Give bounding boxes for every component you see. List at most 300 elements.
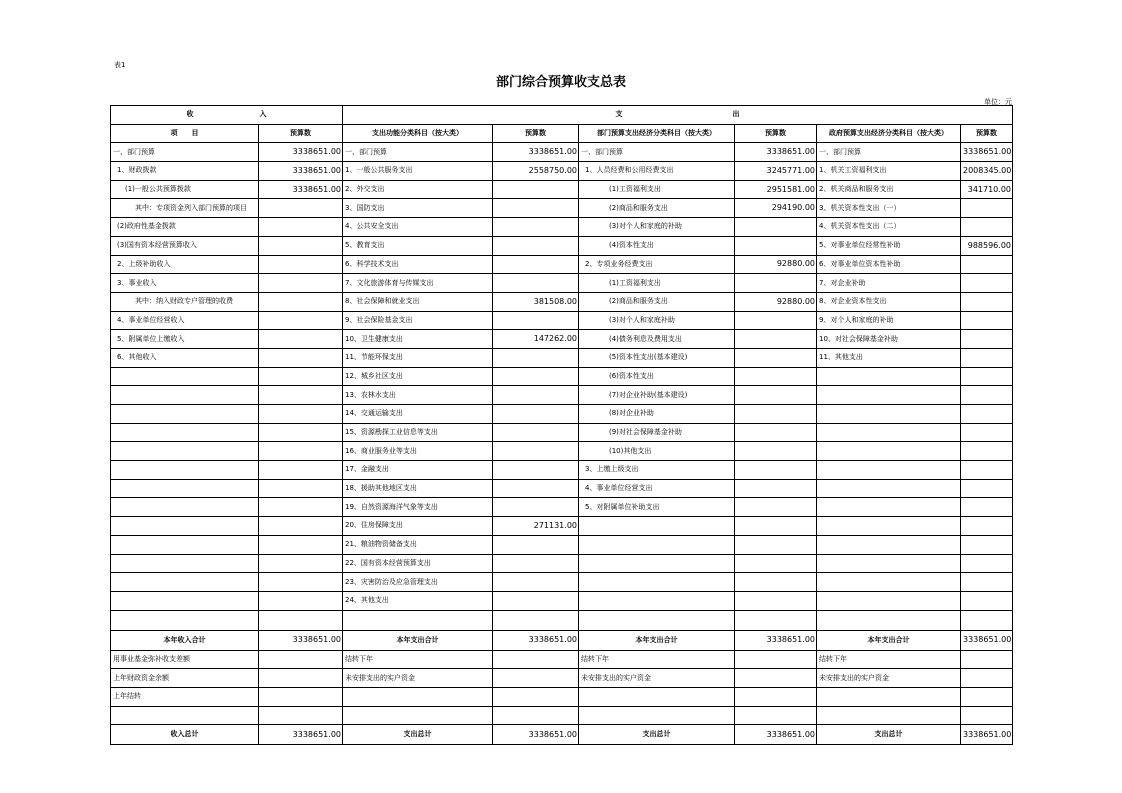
- gov-value-cell: 2008345.00: [961, 162, 1013, 181]
- func-item-cell: 18、援助其他地区支出: [343, 479, 493, 498]
- income-item-cell: (1)一般公共预算拨款: [111, 180, 259, 199]
- func-item-cell: 20、住房保障支出: [343, 517, 493, 536]
- table-row: [111, 199, 1013, 218]
- dept-value-cell: [735, 669, 817, 688]
- func-item-cell: 结转下年: [343, 650, 493, 669]
- income-item-cell: 上年财政资金余额: [111, 669, 259, 688]
- empty-cell: [817, 706, 961, 725]
- gov-value-cell: [961, 423, 1013, 442]
- dept-value-cell: [735, 479, 817, 498]
- func-value-cell: 147262.00: [493, 330, 579, 349]
- gov-item-cell: [817, 591, 961, 610]
- empty-cell: [343, 706, 493, 725]
- dept-item-cell: [579, 554, 735, 573]
- table-row: [111, 535, 1013, 554]
- table-row: [111, 498, 1013, 517]
- func-item-cell: 13、农林水支出: [343, 386, 493, 405]
- dept-item-cell: [579, 591, 735, 610]
- income-item-cell: 4、事业单位经营收入: [111, 311, 259, 330]
- func-item-cell: 一、部门预算: [343, 143, 493, 162]
- gov-value-cell: [961, 292, 1013, 311]
- gov-value-cell: [961, 687, 1013, 706]
- income-item-cell: [111, 386, 259, 405]
- total-value-cell: 3338651.00: [259, 725, 343, 745]
- income-value-cell: 3338651.00: [259, 143, 343, 162]
- dept-item-cell: 未安排支出的实户资金: [579, 669, 735, 688]
- income-item-cell: [111, 461, 259, 480]
- income-item-cell: (3)国有资本经营预算收入: [111, 236, 259, 255]
- dept-item-cell: 1、人员经费和公用经费支出: [579, 162, 735, 181]
- section-header-row: [111, 106, 1013, 125]
- gov-item-cell: 9、对个人和家庭的补助: [817, 311, 961, 330]
- dept-item-cell: (3)对个人和家庭补助: [579, 311, 735, 330]
- table-row: [111, 143, 1013, 162]
- func-item-cell: 3、国防支出: [343, 199, 493, 218]
- empty-cell: [579, 706, 735, 725]
- gov-value-cell: [961, 367, 1013, 386]
- dept-value-cell: [735, 687, 817, 706]
- total-value-cell: 3338651.00: [259, 630, 343, 650]
- dept-item-cell: (1)工资福利支出: [579, 180, 735, 199]
- empty-cell: [579, 610, 735, 630]
- func-value-cell: [493, 405, 579, 424]
- dept-item-cell: (2)商品和服务支出: [579, 199, 735, 218]
- dept-item-cell: (2)商品和服务支出: [579, 292, 735, 311]
- table-row: [111, 442, 1013, 461]
- dept-value-cell: [735, 423, 817, 442]
- income-value-cell: [259, 498, 343, 517]
- gov-item-cell: [817, 479, 961, 498]
- gov-item-cell: 6、对事业单位资本性补助: [817, 255, 961, 274]
- func-value-cell: 271131.00: [493, 517, 579, 536]
- income-value-cell: [259, 255, 343, 274]
- gov-value-cell: [961, 255, 1013, 274]
- dept-value-cell: [735, 405, 817, 424]
- income-value-cell: [259, 218, 343, 237]
- income-item-cell: (2)政府性基金拨款: [111, 218, 259, 237]
- income-value-cell: [259, 669, 343, 688]
- gov-item-cell: 8、对企业资本性支出: [817, 292, 961, 311]
- income-section-header: [111, 106, 343, 125]
- income-item-cell: [111, 479, 259, 498]
- gov-value-cell: [961, 405, 1013, 424]
- income-item-cell: 6、其他收入: [111, 348, 259, 367]
- gov-value-cell: [961, 274, 1013, 293]
- gov-item-cell: [817, 687, 961, 706]
- gov-value-cell: [961, 199, 1013, 218]
- func-value-cell: [493, 461, 579, 480]
- dept-value-cell: [735, 498, 817, 517]
- dept-value-cell: [735, 311, 817, 330]
- dept-item-cell: [579, 573, 735, 592]
- empty-cell: [493, 610, 579, 630]
- dept-item-cell: (8)对企业补助: [579, 405, 735, 424]
- dept-value-cell: [735, 236, 817, 255]
- income-value-cell: [259, 199, 343, 218]
- gov-item-cell: 3、机关资本性支出（一）: [817, 199, 961, 218]
- func-item-cell: [343, 687, 493, 706]
- gov-value-cell: 3338651.00: [961, 143, 1013, 162]
- page-title: 部门综合预算收支总表: [495, 75, 626, 90]
- expense-header-char-2: 出: [732, 110, 740, 119]
- dept-value-cell: 92880.00: [735, 292, 817, 311]
- table-row: [111, 367, 1013, 386]
- dept-item-cell: 4、事业单位经营支出: [579, 479, 735, 498]
- total-label-cell: 本年支出合计: [343, 630, 493, 650]
- func-item-cell: 5、教育支出: [343, 236, 493, 255]
- gov-item-cell: [817, 517, 961, 536]
- dept-item-cell: 3、上缴上级支出: [579, 461, 735, 480]
- func-value-cell: 381508.00: [493, 292, 579, 311]
- func-value-cell: 3338651.00: [493, 143, 579, 162]
- gov-value-cell: [961, 461, 1013, 480]
- dept-value-cell: [735, 218, 817, 237]
- func-item-cell: 22、国有资本经营预算支出: [343, 554, 493, 573]
- gov-item-cell: 1、机关工资福利支出: [817, 162, 961, 181]
- gov-item-cell: [817, 367, 961, 386]
- gov-value-cell: [961, 554, 1013, 573]
- dept-item-cell: (9)对社会保障基金补助: [579, 423, 735, 442]
- dept-value-cell: 3245771.00: [735, 162, 817, 181]
- dept-value-cell: [735, 367, 817, 386]
- income-value-cell: [259, 573, 343, 592]
- col-header-func-class: 支出功能分类科目（按大类）: [343, 124, 493, 143]
- gov-value-cell: [961, 386, 1013, 405]
- dept-value-cell: 3338651.00: [735, 143, 817, 162]
- empty-cell: [817, 610, 961, 630]
- dept-value-cell: [735, 650, 817, 669]
- table-row: [111, 573, 1013, 592]
- table-row: [111, 687, 1013, 706]
- func-item-cell: 1、一般公共服务支出: [343, 162, 493, 181]
- total-value-cell: 3338651.00: [735, 630, 817, 650]
- total-label-cell: 支出总计: [343, 725, 493, 745]
- table-row: [111, 348, 1013, 367]
- func-value-cell: [493, 199, 579, 218]
- func-value-cell: [493, 479, 579, 498]
- empty-cell: [735, 706, 817, 725]
- func-value-cell: [493, 274, 579, 293]
- func-value-cell: [493, 236, 579, 255]
- table-row: [111, 162, 1013, 181]
- income-value-cell: [259, 330, 343, 349]
- func-value-cell: [493, 218, 579, 237]
- dept-value-cell: [735, 554, 817, 573]
- total-label-cell: 本年收入合计: [111, 630, 259, 650]
- total-value-cell: 3338651.00: [735, 725, 817, 745]
- dept-value-cell: [735, 274, 817, 293]
- income-item-cell: [111, 498, 259, 517]
- empty-cell: [493, 706, 579, 725]
- column-header-row: [111, 124, 1013, 143]
- table-row: [111, 255, 1013, 274]
- gov-item-cell: 一、部门预算: [817, 143, 961, 162]
- func-value-cell: [493, 650, 579, 669]
- income-item-cell: [111, 367, 259, 386]
- total-label-cell: 支出总计: [579, 725, 735, 745]
- table-row: [111, 292, 1013, 311]
- gov-item-cell: [817, 573, 961, 592]
- dept-value-cell: [735, 442, 817, 461]
- income-item-cell: 2、上级补助收入: [111, 255, 259, 274]
- table-row: [111, 330, 1013, 349]
- gov-item-cell: [817, 535, 961, 554]
- total-label-cell: 收入总计: [111, 725, 259, 745]
- income-item-cell: 一、部门预算: [111, 143, 259, 162]
- func-item-cell: 未安排支出的实户资金: [343, 669, 493, 688]
- col-header-budget: 预算数: [735, 124, 817, 143]
- gov-value-cell: [961, 348, 1013, 367]
- income-item-cell: 其中：专项资金列入部门预算的项目: [111, 199, 259, 218]
- income-item-cell: [111, 554, 259, 573]
- func-value-cell: [493, 348, 579, 367]
- income-value-cell: [259, 517, 343, 536]
- table-row: [111, 405, 1013, 424]
- income-item-cell: [111, 423, 259, 442]
- income-value-cell: [259, 650, 343, 669]
- col-header-dept-econ-class: 部门预算支出经济分类科目（按大类）: [579, 124, 735, 143]
- dept-value-cell: [735, 591, 817, 610]
- dept-item-cell: (4)资本性支出: [579, 236, 735, 255]
- func-item-cell: 16、商业服务业等支出: [343, 442, 493, 461]
- func-item-cell: 15、资源勘探工业信息等支出: [343, 423, 493, 442]
- empty-cell: [961, 706, 1013, 725]
- income-item-cell: [111, 573, 259, 592]
- col-header-item: 项 目: [111, 124, 259, 143]
- total-label-cell: 支出总计: [817, 725, 961, 745]
- dept-value-cell: [735, 348, 817, 367]
- income-value-cell: [259, 292, 343, 311]
- func-value-cell: [493, 442, 579, 461]
- dept-value-cell: [735, 573, 817, 592]
- func-item-cell: 12、城乡社区支出: [343, 367, 493, 386]
- gov-value-cell: [961, 498, 1013, 517]
- func-value-cell: [493, 386, 579, 405]
- func-item-cell: 11、节能环保支出: [343, 348, 493, 367]
- income-item-cell: 1、财政拨款: [111, 162, 259, 181]
- income-value-cell: [259, 535, 343, 554]
- gov-item-cell: 4、机关资本性支出（二）: [817, 218, 961, 237]
- dept-item-cell: (5)资本性支出(基本建设): [579, 348, 735, 367]
- table-row: [111, 591, 1013, 610]
- spacer-row: [111, 610, 1013, 630]
- dept-value-cell: [735, 461, 817, 480]
- col-header-budget: 预算数: [961, 124, 1013, 143]
- gov-item-cell: 2、机关商品和服务支出: [817, 180, 961, 199]
- income-item-cell: [111, 535, 259, 554]
- gov-item-cell: 未安排支出的实户资金: [817, 669, 961, 688]
- table-row: [111, 386, 1013, 405]
- dept-value-cell: [735, 517, 817, 536]
- gov-item-cell: 5、对事业单位经常性补助: [817, 236, 961, 255]
- gov-value-cell: [961, 442, 1013, 461]
- dept-item-cell: [579, 687, 735, 706]
- spacer-row: [111, 706, 1013, 725]
- income-value-cell: [259, 479, 343, 498]
- income-value-cell: [259, 348, 343, 367]
- gov-value-cell: [961, 479, 1013, 498]
- func-value-cell: [493, 311, 579, 330]
- table-row: [111, 479, 1013, 498]
- income-value-cell: [259, 442, 343, 461]
- gov-item-cell: [817, 554, 961, 573]
- func-item-cell: 10、卫生健康支出: [343, 330, 493, 349]
- col-header-budget: 预算数: [493, 124, 579, 143]
- budget-summary-table: [110, 105, 1013, 745]
- empty-cell: [735, 610, 817, 630]
- dept-item-cell: [579, 535, 735, 554]
- total-value-cell: 3338651.00: [961, 725, 1013, 745]
- func-value-cell: [493, 498, 579, 517]
- func-item-cell: 7、文化旅游体育与传媒支出: [343, 274, 493, 293]
- empty-cell: [259, 610, 343, 630]
- func-item-cell: 4、公共安全支出: [343, 218, 493, 237]
- dept-value-cell: [735, 330, 817, 349]
- income-value-cell: [259, 236, 343, 255]
- table-row: [111, 423, 1013, 442]
- dept-item-cell: (4)债务利息及费用支出: [579, 330, 735, 349]
- func-item-cell: 21、粮油物资储备支出: [343, 535, 493, 554]
- gov-value-cell: 341710.00: [961, 180, 1013, 199]
- income-value-cell: 3338651.00: [259, 162, 343, 181]
- table-row: [111, 461, 1013, 480]
- empty-cell: [111, 706, 259, 725]
- income-header-char-2: 入: [259, 110, 267, 119]
- dept-item-cell: 2、专项业务经费支出: [579, 255, 735, 274]
- total-label-cell: 本年支出合计: [579, 630, 735, 650]
- total-label-cell: 本年支出合计: [817, 630, 961, 650]
- income-value-cell: [259, 554, 343, 573]
- func-item-cell: 8、社会保障和就业支出: [343, 292, 493, 311]
- expense-header-char-1: 支: [615, 110, 623, 119]
- income-item-cell: [111, 591, 259, 610]
- func-item-cell: 24、其他支出: [343, 591, 493, 610]
- income-value-cell: [259, 591, 343, 610]
- income-value-cell: [259, 386, 343, 405]
- income-value-cell: [259, 311, 343, 330]
- dept-item-cell: (7)对企业补助(基本建设): [579, 386, 735, 405]
- gov-value-cell: [961, 573, 1013, 592]
- income-value-cell: [259, 405, 343, 424]
- func-item-cell: 14、交通运输支出: [343, 405, 493, 424]
- func-value-cell: [493, 423, 579, 442]
- empty-cell: [111, 610, 259, 630]
- sheet-label: 表1: [114, 61, 126, 69]
- income-value-cell: 3338651.00: [259, 180, 343, 199]
- dept-item-cell: 结转下年: [579, 650, 735, 669]
- gov-item-cell: 10、对社会保障基金补助: [817, 330, 961, 349]
- income-value-cell: [259, 274, 343, 293]
- gov-item-cell: [817, 461, 961, 480]
- grand-totals-row: [111, 725, 1013, 745]
- func-value-cell: [493, 255, 579, 274]
- income-item-cell: 5、附属单位上缴收入: [111, 330, 259, 349]
- gov-value-cell: [961, 218, 1013, 237]
- table-row: [111, 669, 1013, 688]
- gov-item-cell: 7、对企业补助: [817, 274, 961, 293]
- func-value-cell: [493, 591, 579, 610]
- table-row: [111, 180, 1013, 199]
- gov-value-cell: [961, 591, 1013, 610]
- income-item-cell: 其中：纳入财政专户管理的收费: [111, 292, 259, 311]
- func-item-cell: 23、灾害防治及应急管理支出: [343, 573, 493, 592]
- func-value-cell: [493, 367, 579, 386]
- expense-section-header: [343, 106, 1013, 125]
- dept-item-cell: 一、部门预算: [579, 143, 735, 162]
- func-value-cell: [493, 669, 579, 688]
- func-item-cell: 2、外交支出: [343, 180, 493, 199]
- dept-item-cell: [579, 517, 735, 536]
- gov-value-cell: [961, 330, 1013, 349]
- income-item-cell: 上年结转: [111, 687, 259, 706]
- income-value-cell: [259, 423, 343, 442]
- func-item-cell: 19、自然资源海洋气象等支出: [343, 498, 493, 517]
- gov-value-cell: [961, 650, 1013, 669]
- col-header-gov-econ-class: 政府预算支出经济分类科目（按大类）: [817, 124, 961, 143]
- income-value-cell: [259, 461, 343, 480]
- gov-value-cell: [961, 669, 1013, 688]
- table-row: [111, 311, 1013, 330]
- table-row: [111, 650, 1013, 669]
- unit-label: 单位：元: [984, 98, 1012, 106]
- total-value-cell: 3338651.00: [961, 630, 1013, 650]
- gov-item-cell: [817, 498, 961, 517]
- empty-cell: [343, 610, 493, 630]
- income-value-cell: [259, 687, 343, 706]
- table-row: [111, 236, 1013, 255]
- empty-cell: [961, 610, 1013, 630]
- dept-item-cell: 5、对附属单位补助支出: [579, 498, 735, 517]
- empty-cell: [259, 706, 343, 725]
- gov-value-cell: [961, 535, 1013, 554]
- gov-value-cell: 988596.00: [961, 236, 1013, 255]
- func-value-cell: [493, 554, 579, 573]
- dept-value-cell: 2951581.00: [735, 180, 817, 199]
- dept-item-cell: (3)对个人和家庭的补助: [579, 218, 735, 237]
- gov-item-cell: 11、其他支出: [817, 348, 961, 367]
- dept-value-cell: 92880.00: [735, 255, 817, 274]
- dept-value-cell: [735, 535, 817, 554]
- income-value-cell: [259, 367, 343, 386]
- income-item-cell: [111, 405, 259, 424]
- func-value-cell: [493, 573, 579, 592]
- dept-value-cell: 294190.00: [735, 199, 817, 218]
- func-item-cell: 9、社会保险基金支出: [343, 311, 493, 330]
- gov-item-cell: [817, 442, 961, 461]
- income-item-cell: [111, 517, 259, 536]
- table-row: [111, 218, 1013, 237]
- func-value-cell: [493, 535, 579, 554]
- total-value-cell: 3338651.00: [493, 725, 579, 745]
- income-item-cell: 3、事业收入: [111, 274, 259, 293]
- table-row: [111, 554, 1013, 573]
- dept-value-cell: [735, 386, 817, 405]
- table-row: [111, 274, 1013, 293]
- income-header-char-1: 收: [186, 110, 194, 119]
- gov-value-cell: [961, 311, 1013, 330]
- gov-item-cell: [817, 386, 961, 405]
- dept-item-cell: (10)其他支出: [579, 442, 735, 461]
- func-value-cell: [493, 180, 579, 199]
- func-item-cell: 6、科学技术支出: [343, 255, 493, 274]
- gov-item-cell: [817, 423, 961, 442]
- income-item-cell: 用事业基金弥补收支差额: [111, 650, 259, 669]
- gov-item-cell: [817, 405, 961, 424]
- gov-item-cell: 结转下年: [817, 650, 961, 669]
- dept-item-cell: (1)工资福利支出: [579, 274, 735, 293]
- table-row: [111, 517, 1013, 536]
- func-value-cell: [493, 687, 579, 706]
